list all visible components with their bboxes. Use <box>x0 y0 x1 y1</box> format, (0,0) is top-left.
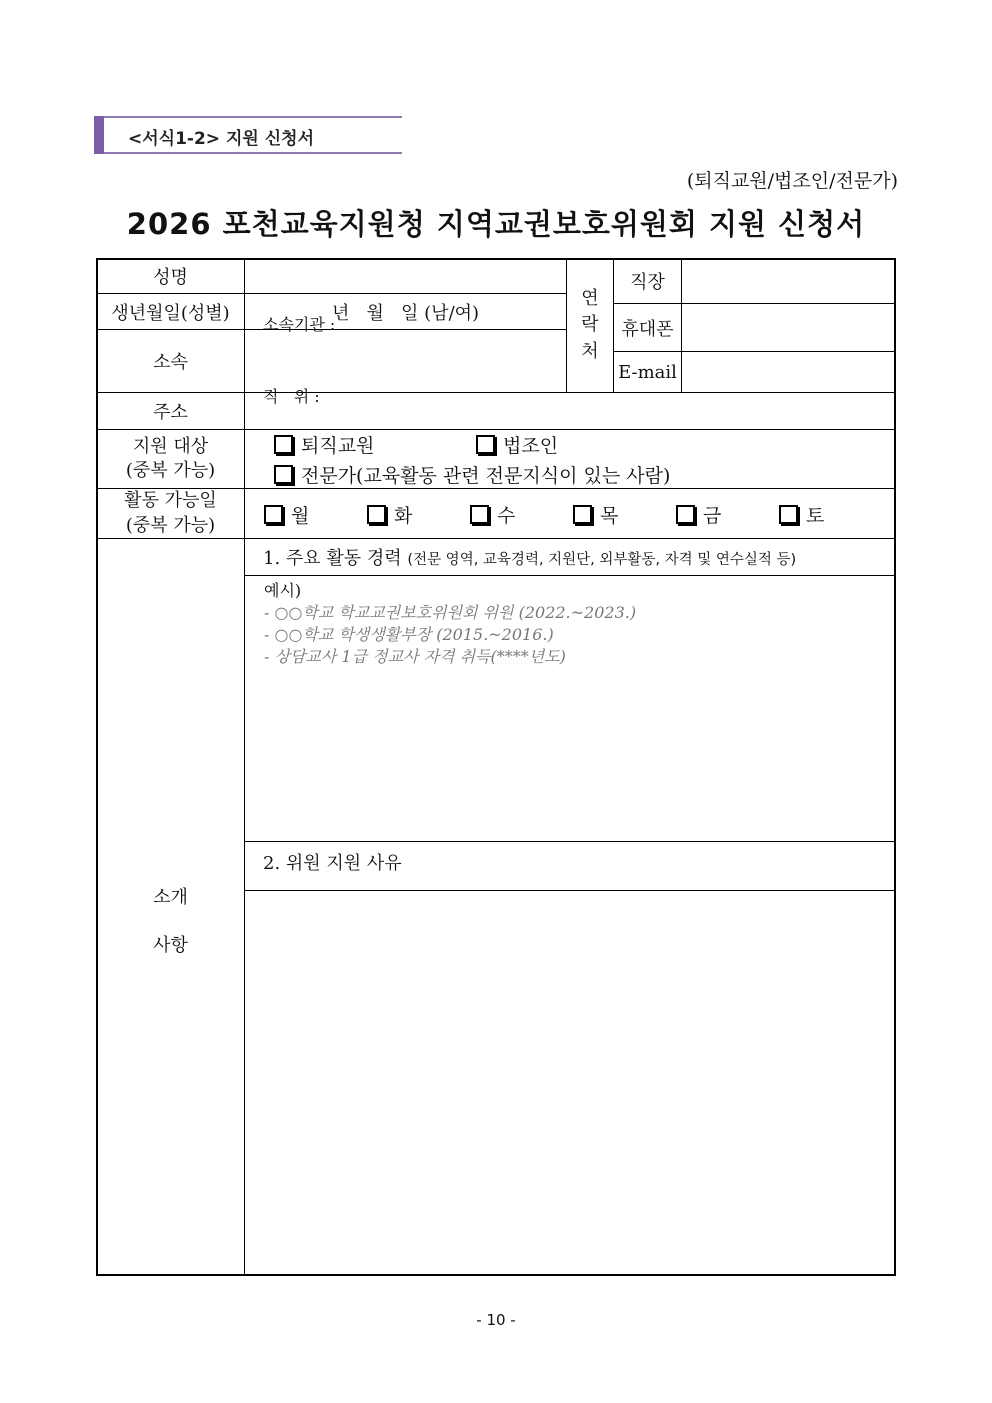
target-option-label: 전문가(교육활동 관련 전문지식이 있는 사람) <box>301 465 671 487</box>
day-option-wed[interactable] <box>470 501 515 528</box>
address-field[interactable] <box>244 392 896 430</box>
affiliation-label-cell <box>96 329 245 393</box>
reason-field[interactable] <box>244 890 896 1276</box>
checkbox-icon[interactable] <box>476 435 495 454</box>
form-label <box>94 116 402 154</box>
intro-label-2: 사항 <box>153 935 188 956</box>
contact-label-char-3: 처 <box>581 340 599 362</box>
day-option-thu[interactable] <box>573 501 618 528</box>
checkbox-icon[interactable] <box>274 465 293 484</box>
birth-label: 생년월일(성별) <box>111 302 230 324</box>
day-option-label: 월 <box>291 505 310 527</box>
workplace-label-cell <box>613 258 682 304</box>
contact-label-char-1: 연 <box>581 288 599 310</box>
days-label-note: (중복 가능) <box>125 514 216 536</box>
address-label: 주소 <box>153 402 188 423</box>
example-line: - ○○학교 학교교권보호위원회 위원 (2022.~2023.) <box>264 603 637 622</box>
checkbox-icon[interactable] <box>264 505 283 524</box>
email-label: E-mail <box>618 361 677 383</box>
mobile-field[interactable] <box>681 303 896 352</box>
day-option-label: 목 <box>600 505 619 527</box>
career-example <box>264 580 636 668</box>
day-option-label: 수 <box>497 505 516 527</box>
reason-heading: 2. 위원 지원 사유 <box>263 853 402 874</box>
checkbox-icon[interactable] <box>274 435 293 454</box>
example-label: 예시) <box>264 581 302 600</box>
days-label: 활동 가능일 <box>124 490 217 512</box>
birth-label-cell <box>96 293 245 330</box>
career-heading: 1. 주요 활동 경력 <box>263 548 402 569</box>
intro-label-1: 소개 <box>153 887 188 908</box>
contact-label-char-2: 락 <box>581 314 599 336</box>
target-option-legal-professional[interactable] <box>476 431 558 458</box>
career-heading-cell <box>244 538 896 576</box>
checkbox-icon[interactable] <box>367 505 386 524</box>
day-option-label: 금 <box>703 505 722 527</box>
day-option-label: 토 <box>806 505 825 527</box>
address-label-cell <box>96 392 245 430</box>
contact-label-cell <box>566 258 614 393</box>
days-label-cell <box>96 488 245 539</box>
day-option-label: 화 <box>394 505 413 527</box>
example-line: - ○○학교 학생생활부장 (2015.~2016.) <box>264 625 554 644</box>
day-option-mon[interactable] <box>264 501 309 528</box>
mobile-label: 휴대폰 <box>621 318 674 340</box>
target-option-label: 법조인 <box>503 435 559 457</box>
career-heading-note: (전문 영역, 교육경력, 지원단, 외부활동, 자격 및 연수실적 등) <box>407 552 797 568</box>
mobile-label-cell <box>613 303 682 352</box>
name-label-cell <box>96 258 245 294</box>
workplace-label: 직장 <box>630 272 665 293</box>
example-line: - 상담교사 1급 정교사 자격 취득(****년도) <box>264 647 566 666</box>
target-option-label: 퇴직교원 <box>301 435 375 457</box>
form-label-accent-bar <box>94 116 104 154</box>
target-option-expert[interactable] <box>274 461 670 488</box>
form-label-text: <서식1-2> 지원 신청서 <box>128 129 314 149</box>
target-label-cell <box>96 429 245 489</box>
birth-value: 년 월 일 (남/여) <box>331 302 480 324</box>
page-title: 2026 포천교육지원청 지역교권보호위원회 지원 신청서 <box>126 207 866 241</box>
page-number: - 10 - <box>476 1311 516 1329</box>
affiliation-position-label: 직 위 : <box>263 387 320 406</box>
target-label-note: (중복 가능) <box>125 460 216 481</box>
checkbox-icon[interactable] <box>779 505 798 524</box>
checkbox-icon[interactable] <box>676 505 695 524</box>
workplace-field[interactable] <box>681 258 896 304</box>
name-label: 성명 <box>153 267 188 288</box>
affiliation-org-label: 소속기관 : <box>263 315 336 334</box>
day-option-sat[interactable] <box>779 501 824 528</box>
form-label-bottom-line <box>104 152 402 154</box>
day-option-tue[interactable] <box>367 501 412 528</box>
target-label: 지원 대상 <box>132 435 209 457</box>
email-label-cell <box>613 351 682 393</box>
checkbox-icon[interactable] <box>573 505 592 524</box>
affiliation-field[interactable] <box>244 315 567 406</box>
target-option-retired-teacher[interactable] <box>274 431 374 458</box>
intro-label-cell <box>96 538 245 1276</box>
day-option-fri[interactable] <box>676 501 721 528</box>
affiliation-label: 소속 <box>153 352 188 373</box>
form-subtitle: (퇴직교원/법조인/전문가) <box>686 170 898 192</box>
form-label-top-line <box>104 116 402 118</box>
email-field[interactable] <box>681 351 896 393</box>
checkbox-icon[interactable] <box>470 505 489 524</box>
reason-heading-cell <box>244 841 896 891</box>
